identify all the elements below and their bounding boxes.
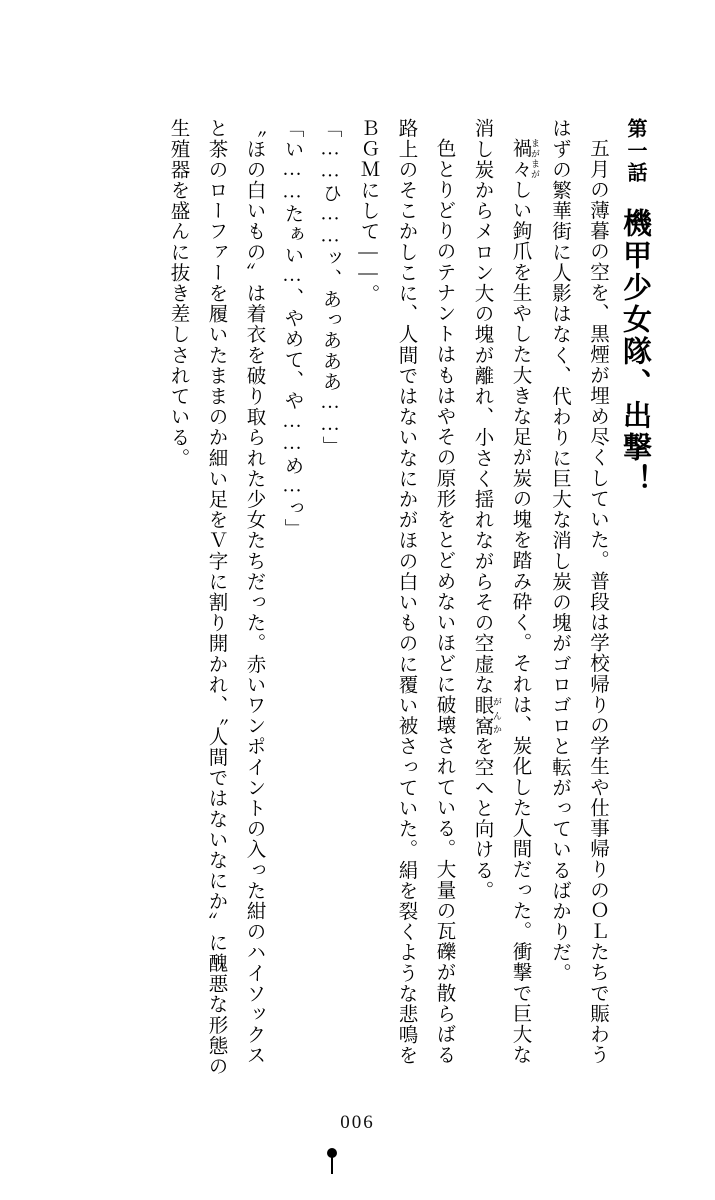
page-number: 006 bbox=[340, 1112, 375, 1133]
decorative-mark-icon bbox=[327, 1148, 337, 1174]
paragraph-6: 〝ほの白いもの〟は着衣を破り取られた少女たちだった。赤いワンポイントの入った紺のハイソックスと茶のローファーを履いたままのか細い足をＶ字に割り開かれ、〝人間ではないなにか〟に醜悪な形態の生殖器を盛んに抜き差しされている。 bbox=[167, 118, 265, 1077]
paragraph-3: 色とりどりのテナントはもはやその原形をとどめないほどに破壊されている。大量の瓦礫が散らばる路上のそこかしこに、人間ではないなにかがほの白いものに覆い被さっていた。絹を裂くような悲鳴をＢＧＭにして——。 bbox=[357, 118, 455, 1066]
chapter-label: 第一話 bbox=[624, 118, 646, 184]
paragraph-2: 禍々 まがまがしい鉤爪を生やした大きな足が炭の塊を踏み砕く。それは、炭化した人間だった。衝撃で巨大な消し炭からメロン大の塊が離れ、小さく揺れながらその空虚な眼窩 がんかを空へと向ける。 bbox=[471, 118, 540, 1065]
chapter-title: 機甲少女隊、出撃！ bbox=[619, 208, 651, 496]
ruby-magamagashii: 禍々 まがまが bbox=[509, 137, 540, 179]
paragraph-4: 「……ひ……ッ、あっあああ……」 bbox=[319, 118, 341, 457]
ruby-ganka: 眼窩 がんか bbox=[471, 694, 502, 737]
ruby-text: がんか bbox=[492, 694, 502, 736]
paragraph-1: 五月の薄暮の空を、黒煙が埋め尽くしていた。普段は学校帰りの学生や仕事帰りのＯＬたちで賑わうはずの繁華街に人影はなく、代わりに巨大な消し炭の塊がゴロゴロと転がっているばかりだ。 bbox=[549, 118, 608, 1065]
page-text-body bbox=[26, 118, 654, 1078]
em-dash: —— bbox=[357, 241, 379, 284]
paragraph-5: 「い……たぁい…、やめて、や……め…っ」 bbox=[281, 118, 303, 539]
ruby-text: まがまが bbox=[530, 137, 540, 179]
decorative-stem-icon bbox=[331, 1156, 333, 1174]
chapter-heading bbox=[616, 118, 654, 1078]
